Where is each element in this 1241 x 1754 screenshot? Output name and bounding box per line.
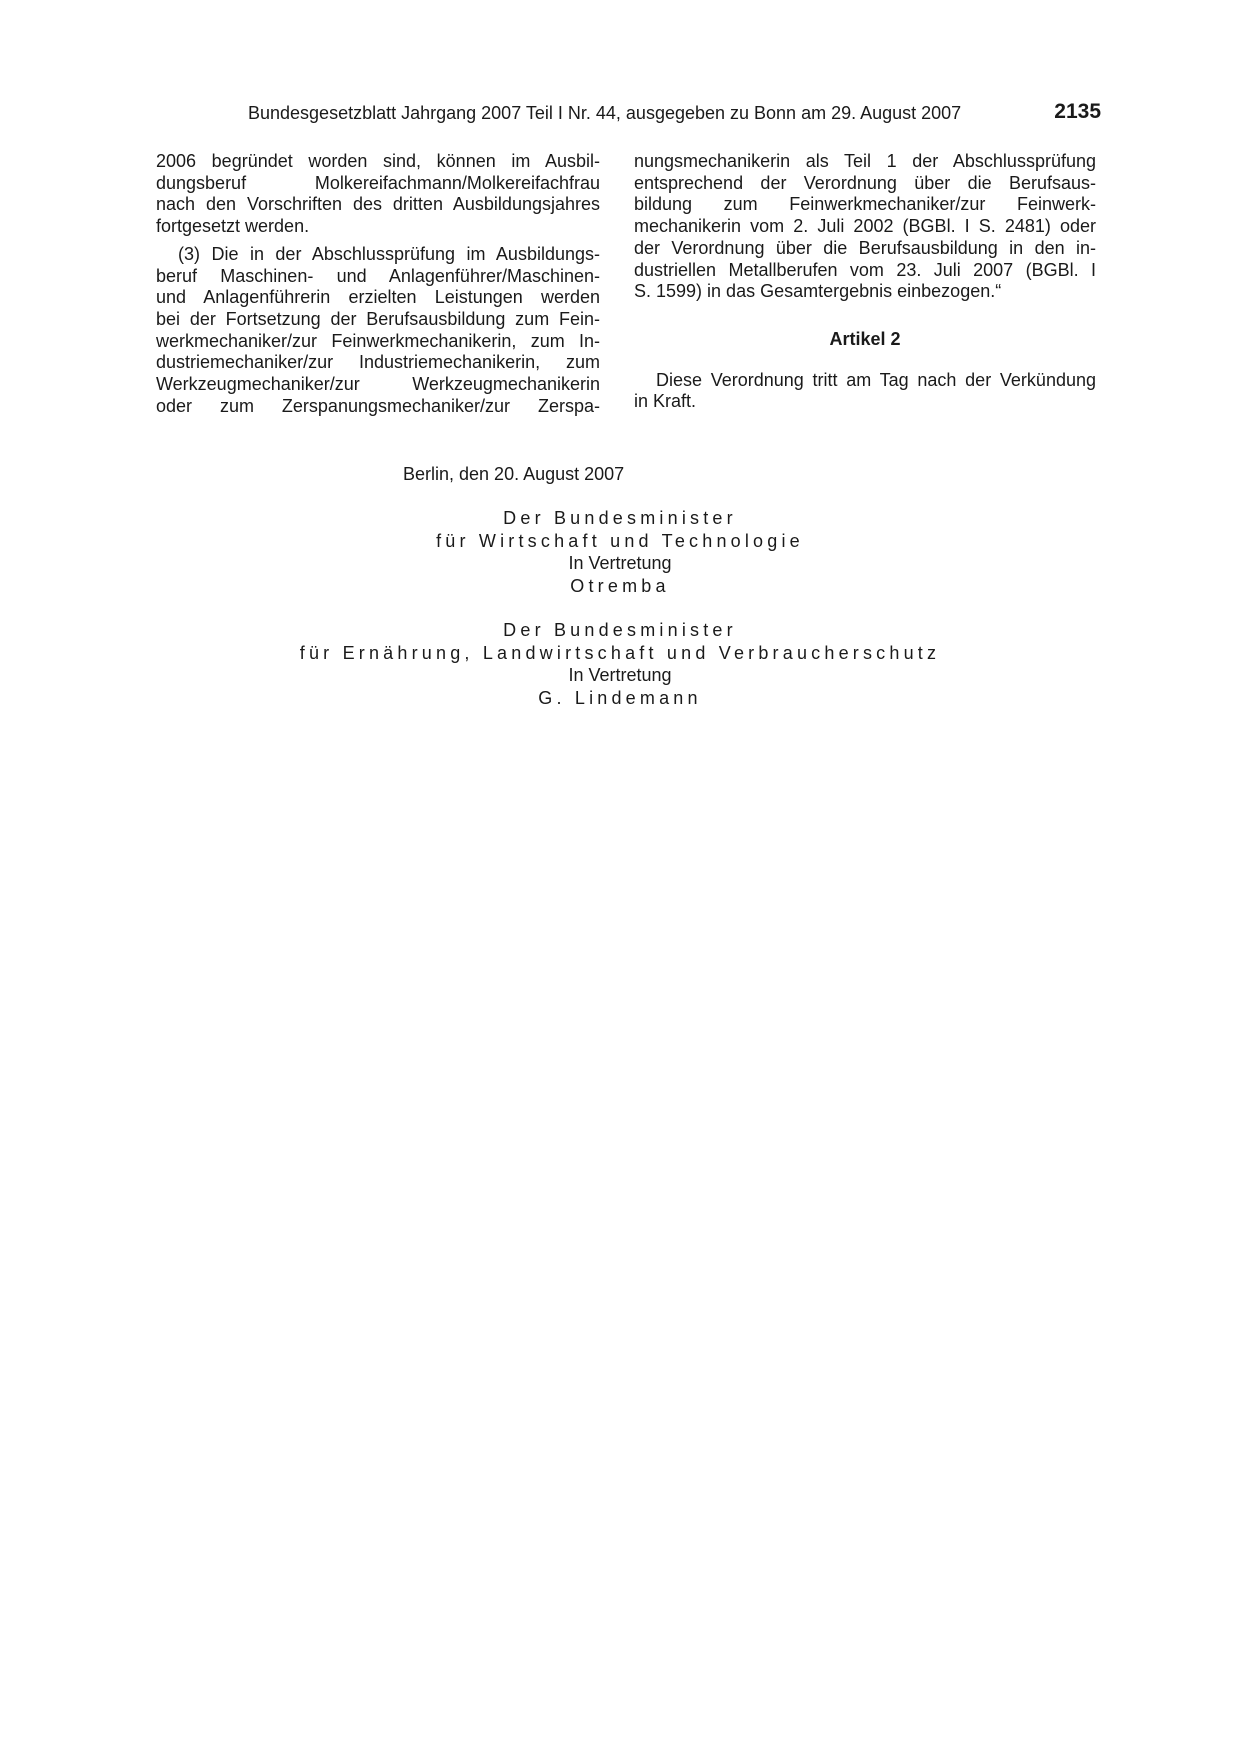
text-line: nach den Vorschriften des dritten Ausbildungsjahres [156,194,600,215]
text-line: bildung zum Feinwerkmechaniker/zur Feinwerk- [634,194,1096,215]
text-line: dustriemechaniker/zur Industriemechanikerin, zum [156,352,600,373]
left-paragraph-continuation [156,151,600,238]
text-line: beruf Maschinen- und Anlagenführer/Maschinen- [156,265,600,286]
minister-title: Der Bundesminister [503,508,737,528]
signature-block-agriculture [220,619,1020,709]
text-line: dungsberuf Molkereifachmann/Molkereifachfrau [156,172,600,193]
text-line: in Kraft. [634,391,697,412]
right-paragraph-article-2 [634,370,1096,413]
text-line: S. 1599) in das Gesamtergebnis einbezogen.“ [634,281,1002,302]
text-line: entsprechend der Verordnung über die Berufsaus- [634,172,1096,193]
left-column [156,151,600,417]
right-paragraph-continuation [634,151,1096,303]
place-date: Berlin, den 20. August 2007 [403,464,625,484]
text-line: und Anlagenführerin erzielten Leistungen werden [156,287,600,308]
text-line: Werkzeugmechaniker/zur Werkzeugmechanikerin [156,374,600,395]
text-line: der Verordnung über die Berufsausbildung in den in- [634,237,1096,258]
text-line: 2006 begründet worden sind, können im Ausbil- [156,151,600,171]
page-number: 2135 [1054,100,1101,123]
text-line: mechanikerin vom 2. Juli 2002 (BGBl. I S. 2481) oder [634,216,1096,237]
signatory-name: Otremba [570,575,670,596]
article-heading: Artikel 2 [829,328,901,349]
text-line: werkmechaniker/zur Feinwerkmechanikerin, zum In- [156,330,600,351]
right-column [634,151,1096,413]
left-paragraph-3 [156,244,600,418]
gazette-header-title: Bundesgesetzblatt Jahrgang 2007 Teil I Nr. 44, ausgegeben zu Bonn am 29. August 2007 [248,103,962,123]
ministry-name: für Ernährung, Landwirtschaft und Verbraucherschutz [299,642,941,663]
text-line: fortgesetzt werden. [156,216,310,237]
signature-block-economy [220,507,1020,597]
signatory-name: G. Lindemann [538,687,702,708]
representation-note: In Vertretung [568,665,672,686]
text-line: oder zum Zerspanungsmechaniker/zur Zerspa- [156,395,600,416]
minister-title: Der Bundesminister [503,620,737,640]
text-line: dustriellen Metallberufen vom 23. Juli 2007 (BGBl. I [634,259,1096,280]
representation-note: In Vertretung [568,553,672,574]
text-line: (3) Die in der Abschlussprüfung im Ausbildungs- [178,243,600,264]
text-line: nungsmechanikerin als Teil 1 der Abschlussprüfung [634,151,1096,171]
ministry-name: für Wirtschaft und Technologie [436,530,804,551]
text-line: Diese Verordnung tritt am Tag nach der Verkündung [656,369,1096,390]
text-line: bei der Fortsetzung der Berufsausbildung zum Fein- [156,308,600,329]
